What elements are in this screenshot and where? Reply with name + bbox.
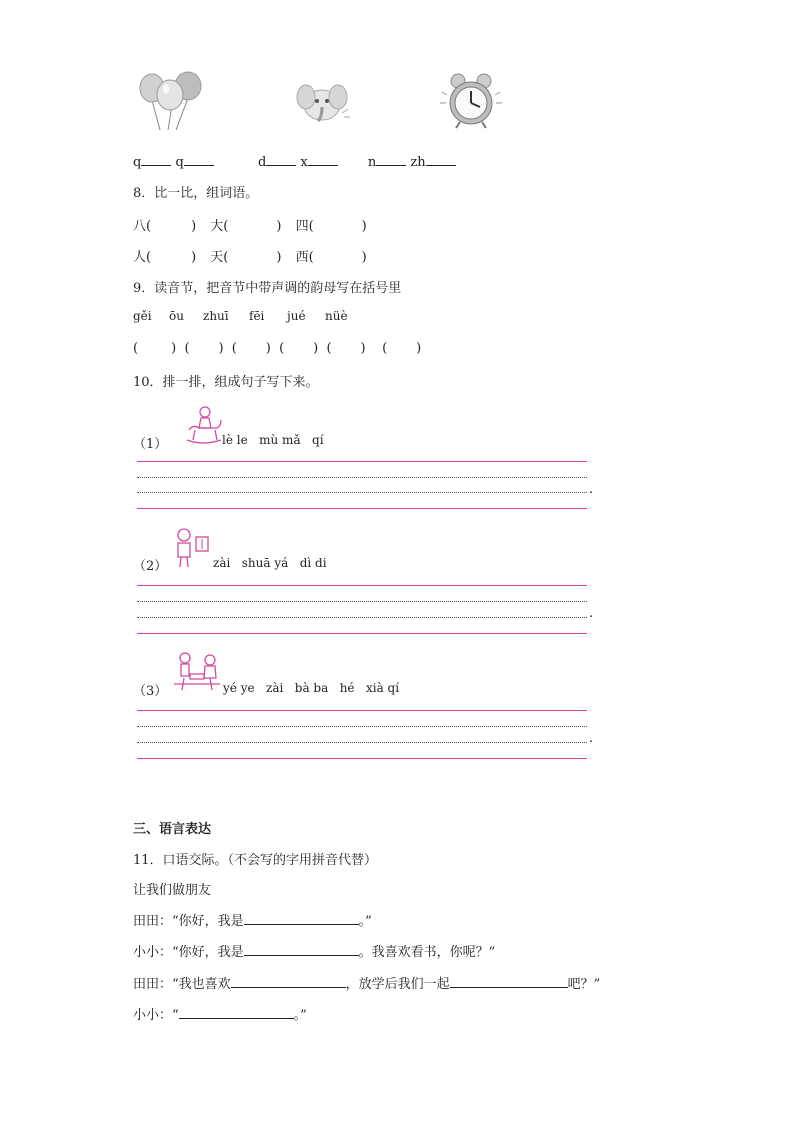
sentence-period: . [589,482,594,497]
q10-item-2-number: （2） [133,559,168,574]
sentence-period: . [589,731,594,746]
writing-line[interactable] [137,461,587,462]
writing-guide [137,617,587,618]
dialog-intro: 让我们做朋友 [133,883,212,898]
answer-blank[interactable] [179,1007,294,1019]
writing-line[interactable] [137,633,587,634]
writing-line[interactable] [137,585,587,586]
q10-item-3-number: （3） [133,684,168,699]
answer-blank[interactable] [231,976,346,988]
writing-line[interactable] [137,508,587,509]
writing-guide [137,492,587,493]
writing-guide [137,601,587,602]
writing-line[interactable] [137,710,587,711]
q10-item-1-words: lè le mù mǎ qí [222,433,324,447]
q8-row-1: 八( ) 大( ) 四( ) [133,219,367,234]
q7-answer-2: d x [258,155,342,170]
answer-blank[interactable] [376,154,406,166]
q9-brackets[interactable]: ( ) ( ) ( ) ( ) ( ) ( ) [133,341,422,356]
q8-title: 8．比一比，组词语。 [133,186,259,201]
balloons-picture [138,70,204,132]
syllable: gěi [133,309,152,323]
dialog-line-1: 田田：“你好，我是 。” [133,914,372,929]
q7-answer-3: n zh [368,155,456,170]
sentence-period: . [589,606,594,621]
q9-syllables [133,309,348,323]
syllable: nüè [325,309,348,323]
answer-blank[interactable] [426,154,456,166]
horse-riding-picture [183,406,225,446]
answer-blank[interactable] [244,913,359,925]
answer-blank[interactable] [266,154,296,166]
q10-item-2-words: zài shuā yá dì di [213,556,327,570]
q10-title: 10．排一排，组成句子写下来。 [133,375,319,390]
q10-item-1-number: （1） [133,437,168,452]
answer-blank[interactable] [450,976,568,988]
writing-guide [137,477,587,478]
syllable: ōu [169,309,184,323]
answer-blank[interactable] [184,154,214,166]
syllable: jué [287,309,306,323]
dialog-line-4: 小小：“ 。” [133,1008,307,1023]
dialog-line-2: 小小：“你好，我是 。我喜欢看书，你呢？” [133,945,496,960]
answer-blank[interactable] [244,944,359,956]
section-heading: 三、语言表达 [133,822,212,837]
syllable: zhuī [203,309,229,323]
answer-blank[interactable] [308,154,338,166]
alarm-clock-picture [436,72,506,130]
q11-title: 11．口语交际。（不会写的字用拼音代替） [133,853,378,868]
q9-title: 9．读音节，把音节中带声调的韵母写在括号里 [133,281,402,296]
q7-answer-1: q q [133,155,218,170]
q10-item-3-words: yé ye zài bà ba hé xià qí [223,681,400,695]
writing-line[interactable] [137,758,587,759]
syllable: fēi [249,309,265,323]
writing-guide [137,726,587,727]
q7-answer-row [133,154,456,170]
elephant-picture [294,77,352,125]
q8-row-2: 人( ) 天( ) 西( ) [133,250,367,265]
chess-playing-picture [172,650,222,692]
tooth-brushing-picture [172,527,212,569]
writing-guide [137,742,587,743]
answer-blank[interactable] [141,154,171,166]
dialog-line-3: 田田：“我也喜欢 ，放学后我们一起 吧？” [133,977,601,992]
